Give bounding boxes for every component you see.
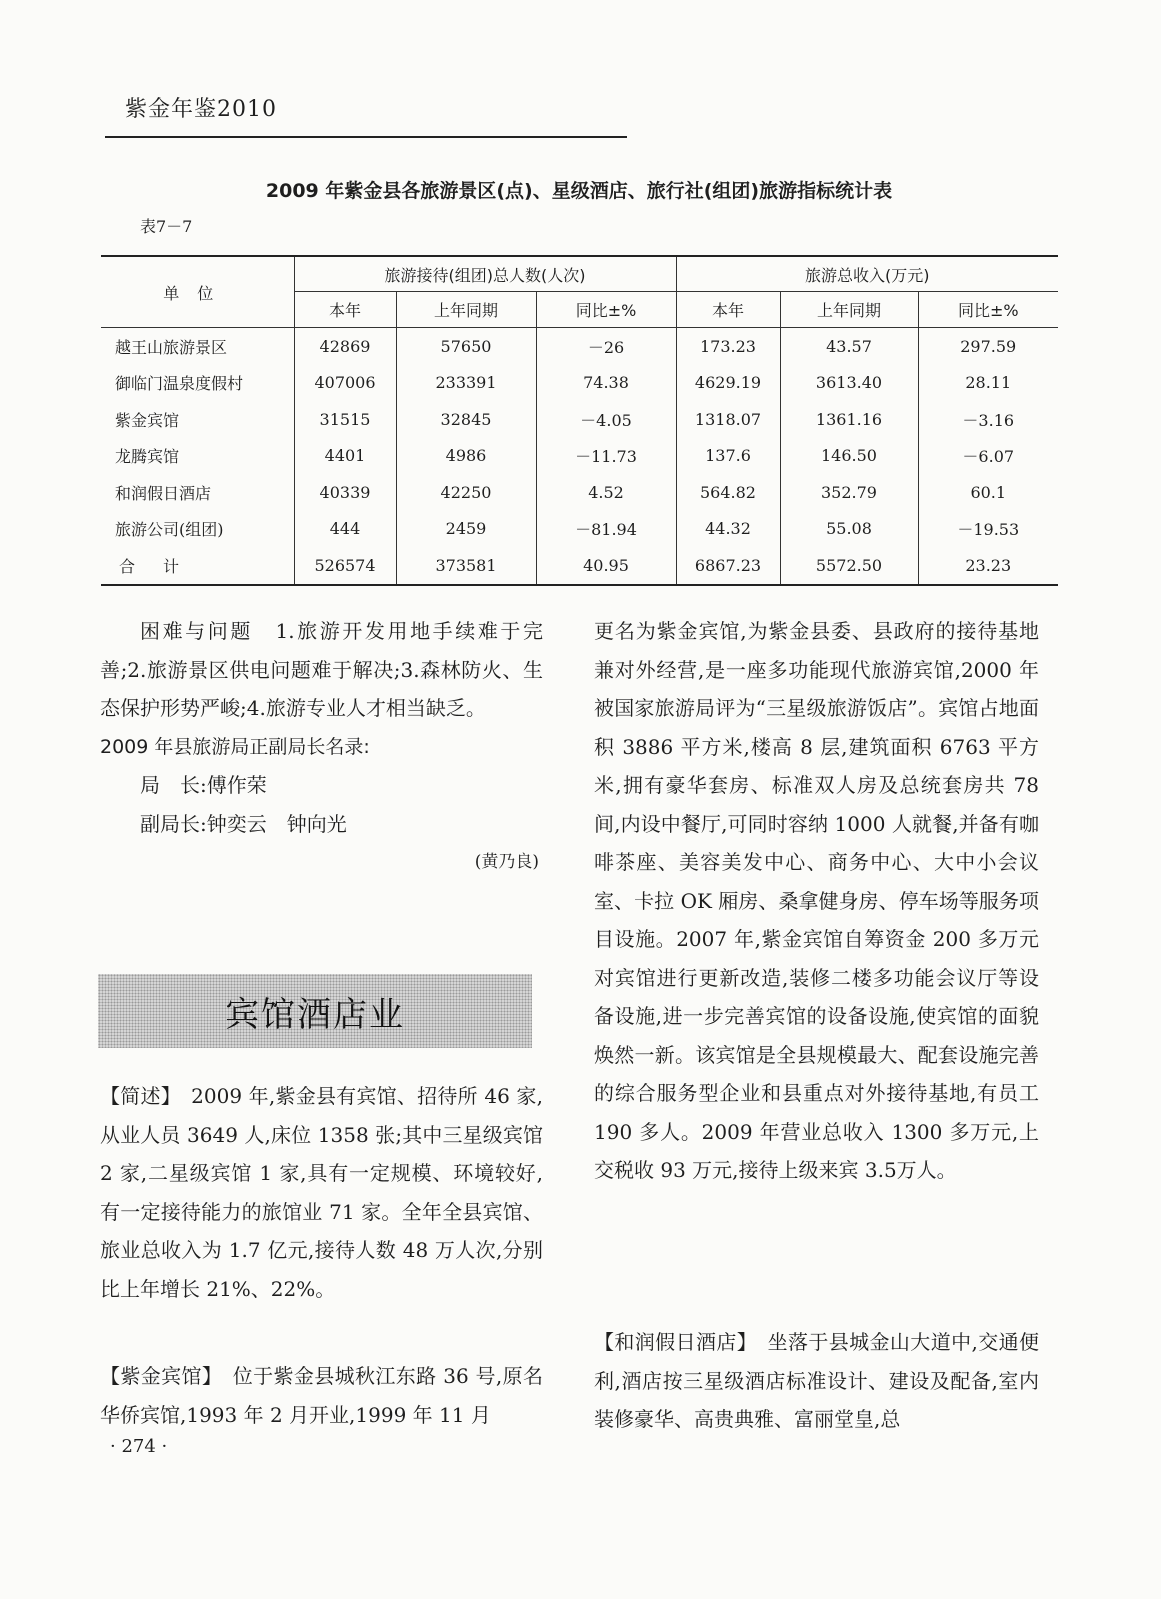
table-cell: 137.6 <box>676 438 780 475</box>
table-cell: －3.16 <box>918 401 1058 438</box>
table-cell: 42250 <box>396 474 536 511</box>
visitors-group-header: 旅游接待(组团)总人数(人次) <box>294 256 676 292</box>
row-unit: 合计 <box>119 556 208 576</box>
table-cell: －81.94 <box>536 511 676 548</box>
table-cell: 1361.16 <box>780 401 918 438</box>
table-cell: 57650 <box>396 328 536 365</box>
table-cell: 74.38 <box>536 365 676 402</box>
table-row <box>101 511 1058 548</box>
herun-text: 坐落于县城金山大道中,交通便利,酒店按三星级酒店标准设计、建设及配备,室内装修豪华、高贵典雅、富丽堂皇,总 <box>594 1330 1040 1431</box>
col-header: 本年 <box>676 292 780 328</box>
table-cell: 28.11 <box>918 365 1058 402</box>
table-cell: 373581 <box>396 547 536 585</box>
table-body <box>101 328 1058 585</box>
table-cell: 4629.19 <box>676 365 780 402</box>
table-cell: 1318.07 <box>676 401 780 438</box>
roster-heading: 2009 年县旅游局正副局长名录: <box>100 735 370 758</box>
problems-text: 1.旅游开发用地手续难于完善;2.旅游景区供电问题难于解决;3.森林防火、生态保护形势严峻;4.旅游专业人才相当缺乏。 <box>100 619 544 720</box>
table-cell: 2459 <box>396 511 536 548</box>
running-head: 紫金年鉴2010 <box>125 97 277 122</box>
col-header: 本年 <box>294 292 396 328</box>
table-cell: －11.73 <box>536 438 676 475</box>
herun-label: 【和润假日酒店】 <box>594 1330 748 1354</box>
table-row <box>101 365 1058 402</box>
table-cell: 4986 <box>396 438 536 475</box>
col-header: 上年同期 <box>780 292 918 328</box>
table-row <box>101 328 1058 365</box>
table-cell: 444 <box>294 511 396 548</box>
table-row <box>101 547 1058 585</box>
table-cell: 526574 <box>294 547 396 585</box>
director-line: 局 长:傅作荣 <box>140 773 267 797</box>
author-credit: (黄乃良) <box>474 852 539 872</box>
section-banner-hotels <box>98 974 532 1048</box>
table-cell: 5572.50 <box>780 547 918 585</box>
table-cell: 233391 <box>396 365 536 402</box>
left-column <box>100 612 543 882</box>
table-title: 2009 年紫金县各旅游景区(点)、星级酒店、旅行社(组团)旅游指标统计表 <box>265 180 893 202</box>
table-cell: 23.23 <box>918 547 1058 585</box>
row-unit: 御临门温泉度假村 <box>115 374 244 394</box>
table-cell: 60.1 <box>918 474 1058 511</box>
table-cell: 3613.40 <box>780 365 918 402</box>
table-row <box>101 438 1058 475</box>
table-cell: 6867.23 <box>676 547 780 585</box>
tourism-stats-table <box>101 255 1058 586</box>
overview-label: 【简述】 <box>100 1084 171 1108</box>
col-header: 同比±% <box>918 292 1058 328</box>
unit-header: 单位 <box>101 256 294 328</box>
table-cell: 43.57 <box>780 328 918 365</box>
overview-paragraph <box>100 1077 543 1308</box>
table-cell: 407006 <box>294 365 396 402</box>
zijin-label: 【紫金宾馆】 <box>100 1364 213 1388</box>
table-cell: 55.08 <box>780 511 918 548</box>
table-row <box>101 401 1058 438</box>
table-cell: 4.52 <box>536 474 676 511</box>
revenue-group-header: 旅游总收入(万元) <box>676 256 1058 292</box>
table-cell: 40.95 <box>536 547 676 585</box>
table-cell: 32845 <box>396 401 536 438</box>
table-cell: 44.32 <box>676 511 780 548</box>
deputy-line: 副局长:钟奕云 钟向光 <box>140 811 347 836</box>
table-cell: 173.23 <box>676 328 780 365</box>
table-cell: 352.79 <box>780 474 918 511</box>
row-unit: 龙腾宾馆 <box>115 447 180 467</box>
row-unit: 紫金宾馆 <box>115 410 180 430</box>
zijin-text: 位于紫金县城秋江东路 36 号,原名华侨宾馆,1993 年 2 月开业,1999 年 11 月 <box>100 1364 543 1427</box>
row-unit: 旅游公司(组团) <box>115 520 224 540</box>
herun-hotel-paragraph <box>594 1323 1039 1439</box>
table-cell: 40339 <box>294 474 396 511</box>
section-title: 宾馆酒店业 <box>225 994 405 1035</box>
problems-label: 困难与问题 <box>140 619 253 643</box>
overview-text: 2009 年,紫金县有宾馆、招待所 46 家,从业人员 3649 人,床位 1358 张;其中三星级宾馆 2 家,二星级宾馆 1 家,具有一定规模、环境较好,有一定接待能力的旅馆业 71 家。全年全县宾馆、旅业总收入为 1.7 亿元,接待人数 48 万人次,分别比上年增长 21%、22%。 <box>100 1084 544 1301</box>
table-cell: 146.50 <box>780 438 918 475</box>
col-header: 同比±% <box>536 292 676 328</box>
col-header: 上年同期 <box>396 292 536 328</box>
table-cell: －4.05 <box>536 401 676 438</box>
right-column <box>594 612 1039 1190</box>
table-cell: 4401 <box>294 438 396 475</box>
table-cell: －26 <box>536 328 676 365</box>
row-unit: 越王山旅游景区 <box>115 337 228 357</box>
table-cell: 42869 <box>294 328 396 365</box>
page-number: · 274 · <box>110 1436 168 1457</box>
table-cell: －6.07 <box>918 438 1058 475</box>
table-cell: 297.59 <box>918 328 1058 365</box>
table-number: 表7－7 <box>140 217 193 236</box>
table-row <box>101 474 1058 511</box>
table-cell: －19.53 <box>918 511 1058 548</box>
zijin-continued-text: 更名为紫金宾馆,为紫金县委、县政府的接待基地兼对外经营,是一座多功能现代旅游宾馆,2000 年被国家旅游局评为“三星级旅游饭店”。宾馆占地面积 3886 平方米,楼高 8 层,建筑面积 6763 平方米,拥有豪华套房、标准双人房及总统套房共 78 间,内设中餐厅,可同时容纳 1000 人就餐,并备有咖啡茶座、美容美发中心、商务中心、大中小会议室、卡拉 OK 厢房、桑拿健身房、停车场等服务项目设施。2007 年,紫金宾馆自筹资金 200 多万元对宾馆进行更新改造,装修二楼多功能会议厅等设备设施,进一步完善宾馆的设备设施,使宾馆的面貌焕然一新。该宾馆是全县规模最大、配套设施完善的综合服务型企业和县重点对外接待基地,有员工 190 多人。2009 年营业总收入 1300 多万元,上交税收 93 万元,接待上级来宾 3.5万人。 <box>594 619 1039 1182</box>
zijin-hotel-paragraph <box>100 1357 543 1434</box>
table-cell: 564.82 <box>676 474 780 511</box>
row-unit: 和润假日酒店 <box>115 483 212 503</box>
header-rule <box>105 136 627 138</box>
table-cell: 31515 <box>294 401 396 438</box>
